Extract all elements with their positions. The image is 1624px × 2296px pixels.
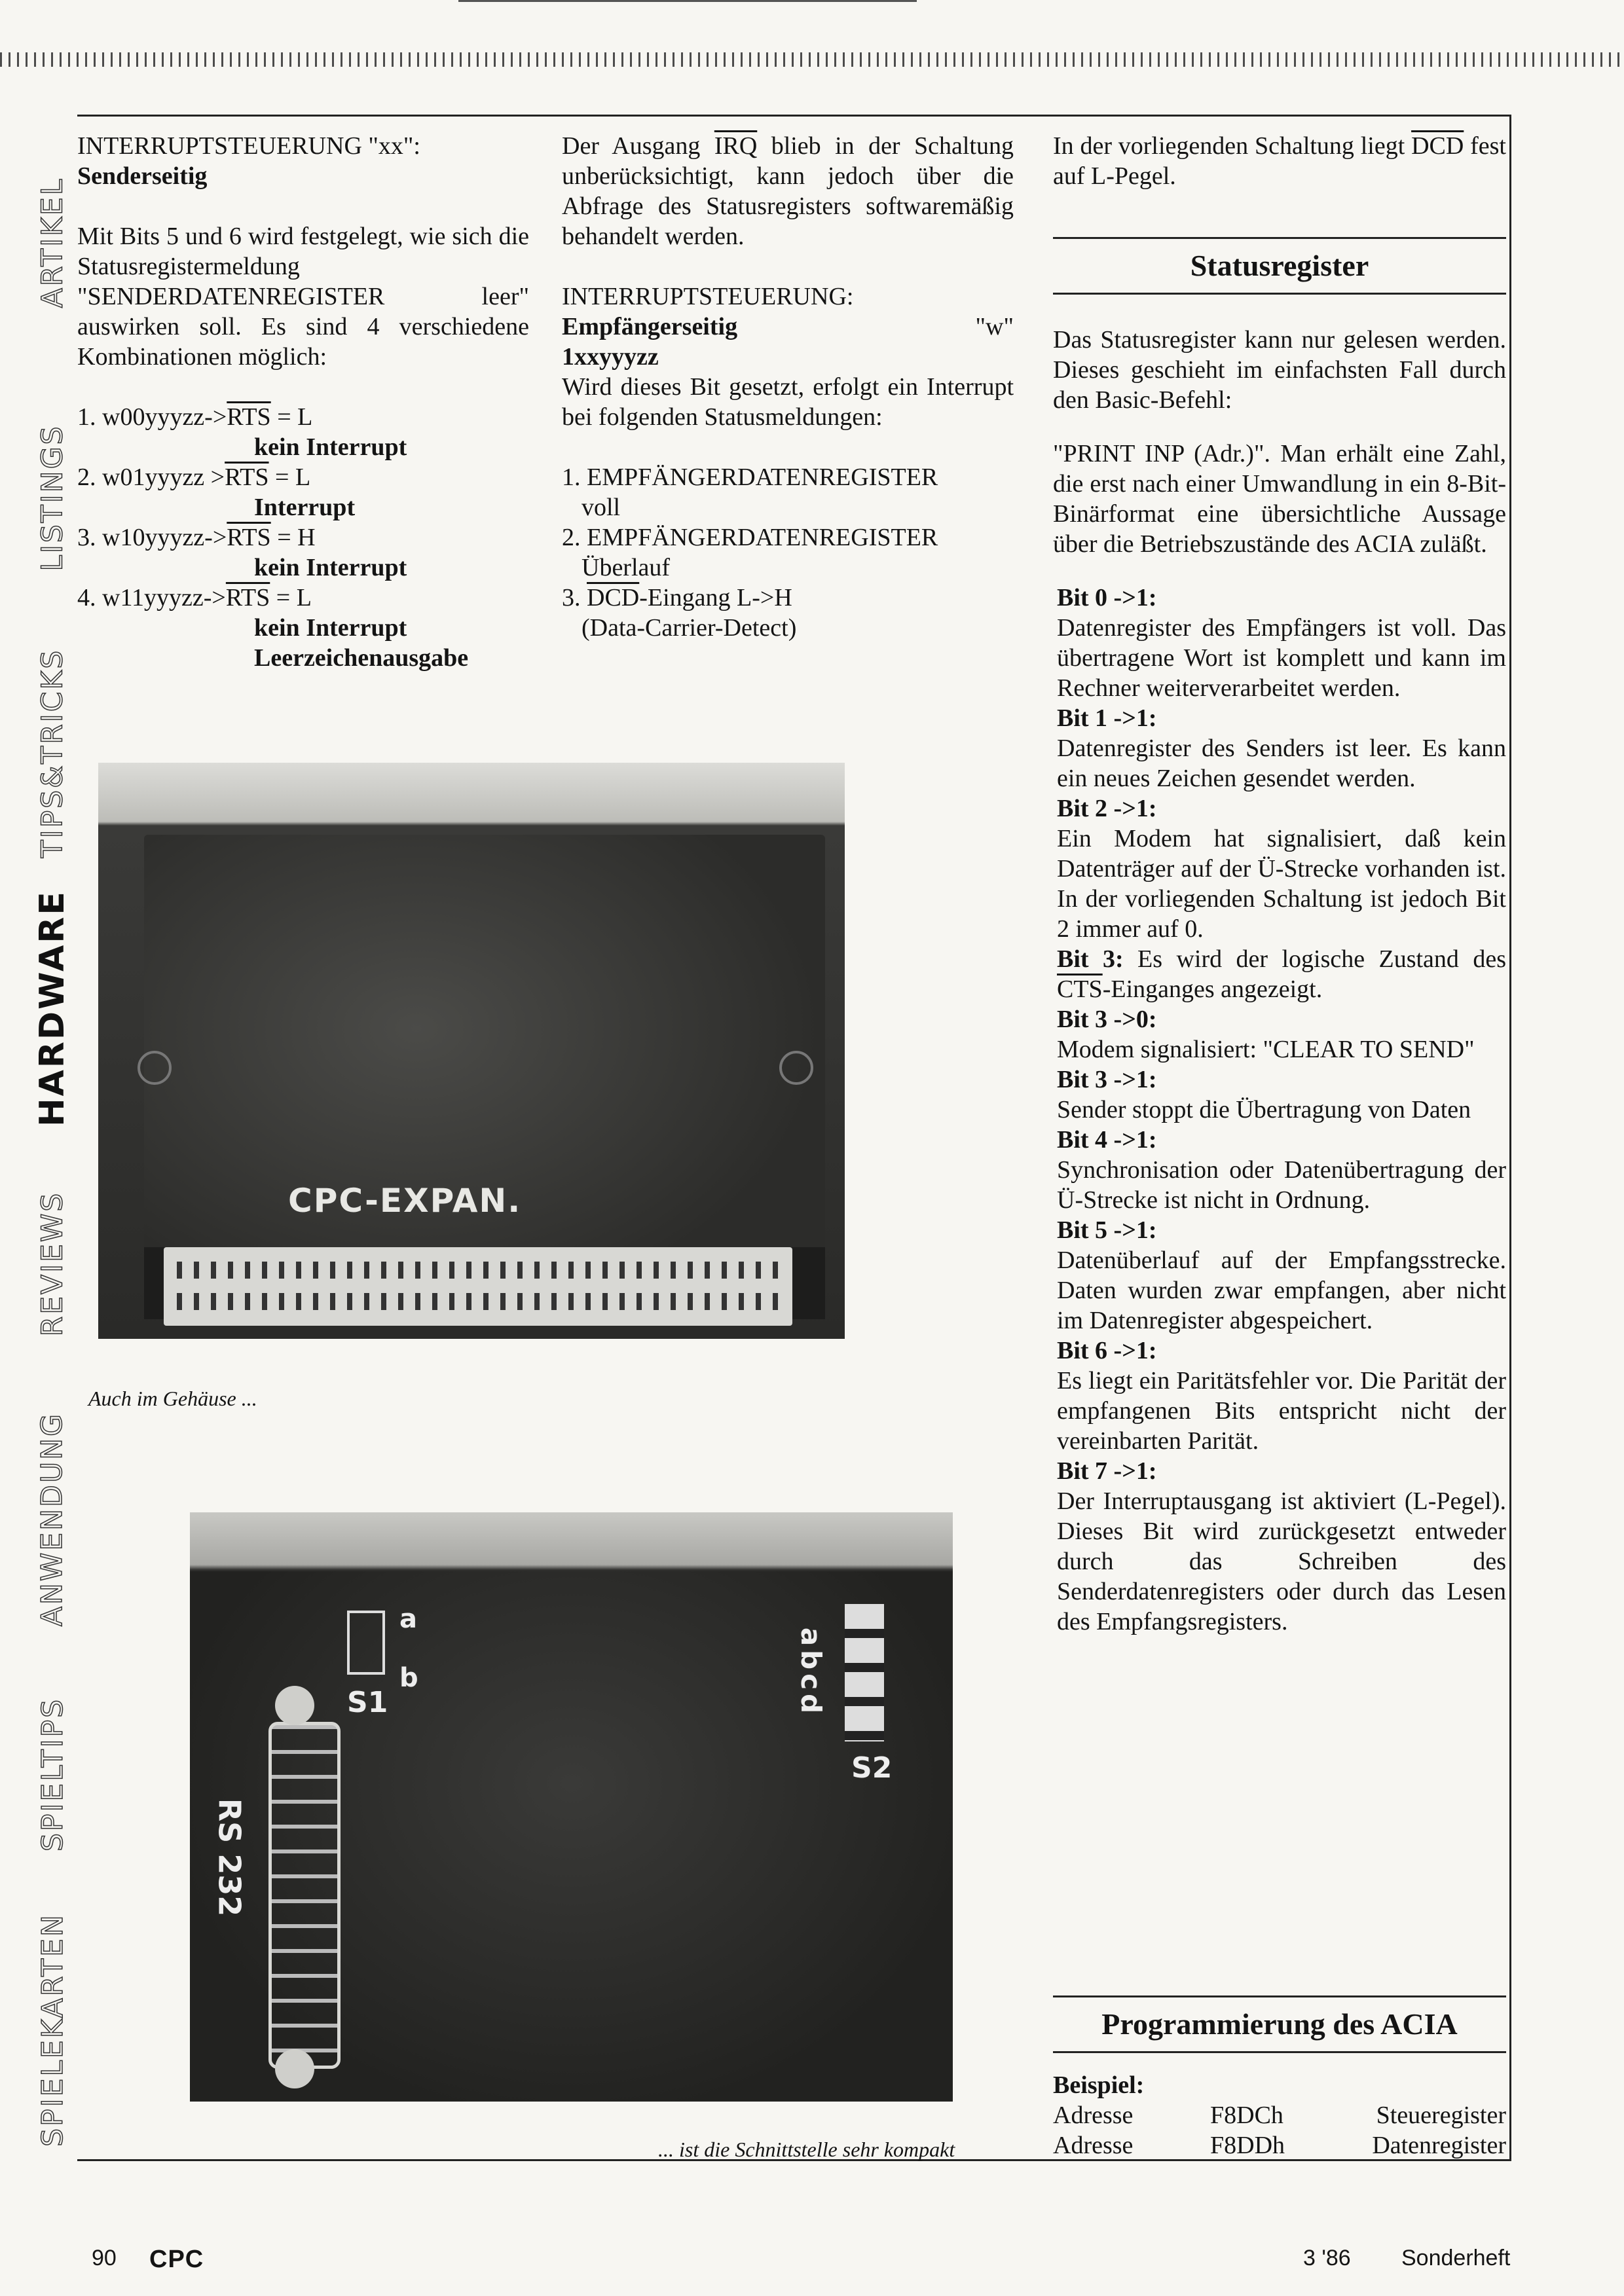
frame-top-rule: [77, 115, 1511, 117]
col1-item-3-note: kein Interrupt: [254, 554, 407, 581]
s1-label: S1: [347, 1686, 388, 1719]
strip-category: SPIELEKARTEN: [35, 1912, 69, 2147]
column-2: [562, 131, 1014, 643]
col1-intro: Mit Bits 5 und 6 wird festgelegt, wie sich die Statusregistermeldung "SENDERDATENREGISTER leer" auswirken soll. Es sind 4 verschiedene Kombinationen möglich:: [77, 223, 529, 371]
col3-paragraph-1: In der vorliegenden Schaltung liegt $\overline{DCD}$ fest auf L-Pegel.: [1053, 132, 1506, 190]
col1-item-2: 2. w01yyyzz $>\overline{RTS} = L$: [77, 464, 311, 491]
page-number: 90: [92, 2246, 117, 2270]
case-label: CPC-EXPAN.: [288, 1182, 522, 1220]
bit-label: Bit 7 ->1:: [1057, 1457, 1157, 1485]
top-tick-row: [0, 52, 1624, 67]
edition: Sonderheft: [1401, 2246, 1511, 2270]
switch-s1: [347, 1611, 385, 1675]
col1-item-4-note-2: Leerzeichenausgabe: [254, 644, 469, 672]
col1-subtitle: Senderseitig: [77, 162, 208, 190]
col2-title: INTERRUPTSTEUERUNG:: [562, 283, 854, 310]
category-strip: [31, 115, 73, 2157]
col2-list-2: 2. EMPFÄNGERDATENREGISTER: [562, 524, 938, 551]
col2-subtitle: Empfängerseitig "w": [562, 313, 1014, 340]
example-label: Beispiel:: [1053, 2071, 1145, 2099]
bit-text: Datenregister des Senders ist leer. Es kann ein neues Zeichen gesendet werden.: [1057, 735, 1506, 792]
strip-category: HARDWARE: [33, 890, 73, 1127]
screw-hole: [138, 1051, 172, 1085]
col1-item-1: 1. $w00yyyzz->\overline{RTS} = L$: [77, 403, 313, 431]
col2-list-3: 3. $\overline{DCD}$-Eingang L->H: [562, 584, 792, 611]
caption-1: Auch im Gehäuse ...: [88, 1387, 257, 1410]
photo-case-top: [98, 763, 845, 1339]
dip-switch-s2: [845, 1604, 884, 1741]
table-row: Adresse F8DCh Steueregister: [1053, 2102, 1506, 2129]
edge-connector: [164, 1247, 792, 1326]
col1-item-2-note: Interrupt: [254, 494, 356, 521]
bit-text: Datenregister des Empfängers ist voll. Das übertragene Wort ist komplett und kann im Rechner weiterverarbeitet werden.: [1057, 614, 1506, 702]
caption-2: ... ist die Schnittstelle sehr kompakt: [658, 2138, 955, 2161]
screw: [275, 2049, 314, 2088]
bit-label: Bit 4 ->1:: [1057, 1126, 1157, 1154]
bit-label: Bit 1 ->1:: [1057, 704, 1157, 732]
screw-hole: [779, 1051, 813, 1085]
issue: 3 '86: [1303, 2246, 1351, 2270]
col2-paragraph-1: Der Ausgang $\overline{IRQ}$ blieb in der Schaltung unberücksichtigt, kann jedoch über die Abfrage des Statusregisters softwaremäßig behandelt werden.: [562, 132, 1014, 250]
s2-label: S2: [851, 1751, 893, 1785]
bit-text: Ein Modem hat signalisiert, daß kein Datenträger auf der Ü-Strecke vorhanden ist. In der vorliegenden Schaltung ist jedoch Bit 2 immer auf 0.: [1057, 825, 1506, 943]
bit-label: Bit 3 ->0:: [1057, 1006, 1157, 1033]
col2-list-2-b: Überlauf: [581, 554, 671, 581]
strip-category: REVIEWS: [35, 1191, 69, 1336]
switch-b-label: b: [399, 1663, 418, 1693]
bit-text: Modem signalisiert: "CLEAR TO SEND": [1057, 1036, 1475, 1063]
dip-abcd-label: abcd: [795, 1627, 828, 1718]
magazine-brand: CPC: [149, 2246, 204, 2273]
top-rule: [458, 0, 917, 2]
bit-text: Synchronisation oder Datenübertragung der Ü-Strecke ist nicht in Ordnung.: [1057, 1156, 1506, 1214]
col2-list-3-b: (Data-Carrier-Detect): [581, 614, 797, 642]
column-1: [77, 131, 529, 673]
col2-paragraph-2: Wird dieses Bit gesetzt, erfolgt ein Interrupt bei folgenden Statusmeldungen:: [562, 373, 1014, 431]
bit-label: Bit 2 ->1:: [1057, 795, 1157, 822]
col3-paragraph-3: "PRINT INP (Adr.)". Man erhält eine Zahl, die erst nach einer Umwandlung in ein 8-Bit-Binärformat eine übersichtliche Aussage über die Betriebszustände des ACIA zuläßt.: [1053, 440, 1506, 558]
rs232-connector: [268, 1722, 341, 2069]
bit-label: Bit 3 ->1:: [1057, 1066, 1157, 1093]
bit-text: Sender stoppt die Übertragung von Daten: [1057, 1096, 1471, 1123]
col1-item-3: 3. $w10yyyzz->\overline{RTS} = H$: [77, 524, 316, 551]
switch-a-label: a: [399, 1604, 417, 1634]
col1-list: [77, 402, 529, 673]
screw: [275, 1686, 314, 1725]
bit-label: Bit 5 ->1:: [1057, 1216, 1157, 1244]
strip-category: TIPS&TRICKS: [35, 648, 69, 858]
strip-category: SPIELTIPS: [35, 1697, 69, 1851]
col2-bitmask: 1xxyyyzz: [562, 343, 659, 371]
bit-list: [1053, 583, 1506, 1637]
bit-label: Bit 0 ->1:: [1057, 584, 1157, 611]
col3-paragraph-2: Das Statusregister kann nur gelesen werden. Dieses geschieht im einfachsten Fall durch den Basic-Befehl:: [1053, 326, 1506, 414]
table-row: Adresse F8DDh Datenregister: [1053, 2132, 1506, 2159]
col1-item-4: 4. $w11yyyzz->\overline{RTS} = L$: [77, 584, 312, 611]
programmierung-heading: Programmierung des ACIA: [1053, 1995, 1506, 2053]
frame-right-rule: [1509, 115, 1511, 2161]
bit-3-line: Bit 3: Es wird der logische Zustand des $\overline{CTS}$-Einganges angezeigt.: [1057, 945, 1506, 1003]
strip-category: ANWENDUNG: [35, 1412, 69, 1626]
statusregister-heading: Statusregister: [1053, 237, 1506, 295]
strip-category: ARTIKEL: [35, 177, 69, 308]
col1-title: INTERRUPTSTEUERUNG "xx":: [77, 132, 420, 160]
col1-item-1-note: kein Interrupt: [254, 433, 407, 461]
bit-text: Datenüberlauf auf der Empfangsstrecke. Daten wurden zwar empfangen, aber nicht im Datenregister abgespeichert.: [1057, 1247, 1506, 1334]
bit-text: Der Interruptausgang ist aktiviert (L-Pegel). Dieses Bit wird zurückgesetzt entweder durch das Schreiben des Senderdatenregisters oder durch das Lesen des Empfangsregisters.: [1057, 1487, 1506, 1635]
column-3: [1053, 131, 1506, 1637]
strip-category: LISTINGS: [35, 424, 69, 572]
address-table: [1053, 2100, 1506, 2160]
col1-item-4-note: kein Interrupt: [254, 614, 407, 642]
programmierung-block: [1053, 1995, 1506, 2160]
col2-list-1-b: voll: [581, 494, 621, 521]
col2-list-1: 1. EMPFÄNGERDATENREGISTER: [562, 464, 938, 491]
rs232-label: RS 232: [212, 1798, 248, 1917]
bit-label: Bit 6 ->1:: [1057, 1337, 1157, 1364]
bit-text: Es liegt ein Paritätsfehler vor. Die Parität der empfangenen Bits entspricht nicht der vereinbarten Parität.: [1057, 1367, 1506, 1455]
photo-case-back: [190, 1512, 953, 2102]
